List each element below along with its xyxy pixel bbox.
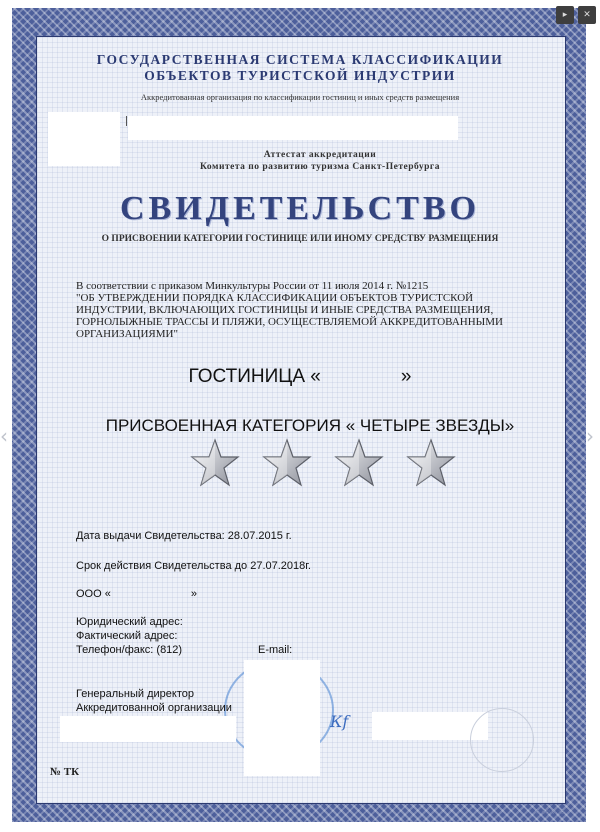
- document-number: № ТК: [50, 766, 80, 778]
- validity-period: Срок действия Свидетельства до 27.07.2018г.: [76, 560, 311, 572]
- close-button[interactable]: [578, 6, 596, 24]
- play-button[interactable]: [556, 6, 574, 24]
- prev-arrow-icon[interactable]: ‹: [0, 424, 8, 448]
- play-icon: ▸: [562, 10, 568, 20]
- star-icon: [190, 438, 240, 488]
- assigned-category: ПРИСВОЕННАЯ КАТЕГОРИЯ « ЧЕТЫРЕ ЗВЕЗДЫ»: [105, 416, 515, 435]
- star-icon: [334, 438, 384, 488]
- header-line-2: ОБЪЕКТОВ ТУРИСТСКОЙ ИНДУСТРИИ: [144, 68, 456, 83]
- order-reference: [76, 280, 526, 340]
- attestat-label: Аттестат аккредитации: [263, 150, 377, 160]
- redacted-logo: [48, 112, 120, 166]
- text-fragment-mark: [126, 116, 127, 126]
- certificate-title: СВИДЕТЕЛЬСТВО: [120, 190, 480, 227]
- legal-address-label: Юридический адрес:: [76, 616, 183, 628]
- org-prefix: ООО «: [76, 588, 111, 600]
- redacted-stamp: [244, 660, 320, 776]
- star-icon: [406, 438, 456, 488]
- actual-address-label: Фактический адрес:: [76, 630, 178, 642]
- director-title: Генеральный директор: [76, 688, 194, 700]
- star-icon: [262, 438, 312, 488]
- order-text: "ОБ УТВЕРЖДЕНИИ ПОРЯДКА КЛАССИФИКАЦИИ ОБЪЕКТОВ ТУРИСТСКОЙ ИНДУСТРИИ, ВКЛЮЧАЮЩИХ ГОСТИНИЦЫ И ИНЫЕ СРЕДСТВА РАЗМЕЩЕНИЯ, ГОРНОЛЫЖНЫЕ ТРАССЫ И ПЛЯЖИ, ОСУЩЕСТВЛЯЕМОЙ АККРЕДИТОВАННЫМИ ОРГАНИЗАЦИЯМИ": [76, 292, 503, 340]
- hotel-prefix: ГОСТИНИЦА «: [188, 366, 321, 387]
- redacted-org-name: [128, 116, 458, 140]
- print-code: © ФЕЧИ 12: [535, 810, 565, 816]
- hotel-name: [0, 366, 600, 388]
- redacted-director-name: [60, 716, 236, 742]
- email-label: E-mail:: [258, 644, 293, 656]
- phone-label: Телефон/факс: (812): [76, 644, 183, 656]
- certificate-subtitle: О ПРИСВОЕНИИ КАТЕГОРИИ ГОСТИНИЦЕ ИЛИ ИНОМУ СРЕДСТВУ РАЗМЕЩЕНИЯ: [101, 234, 499, 244]
- accreditation-line: Аккредитованная организация по классификации гостиниц и иных средств размещения: [140, 92, 460, 102]
- hotel-suffix: »: [400, 366, 412, 387]
- committee-label: Комитета по развитию туризма Санкт-Петербурга: [200, 162, 440, 172]
- header-line-1: ГОСУДАРСТВЕННАЯ СИСТЕМА КЛАССИФИКАЦИИ: [96, 52, 504, 67]
- close-icon: ✕: [583, 10, 591, 20]
- issue-date: Дата выдачи Свидетельства: 28.07.2015 г.: [76, 530, 292, 542]
- organization-name: [76, 588, 197, 600]
- org-suffix: »: [190, 588, 197, 600]
- signature: Кf: [330, 712, 349, 731]
- next-arrow-icon[interactable]: ›: [586, 424, 594, 448]
- star-rating: [190, 438, 470, 488]
- watermark-emblem: [470, 708, 534, 772]
- order-intro: В соответствии с приказом Минкультуры России от 11 июля 2014 г. №1215: [76, 280, 429, 292]
- director-organization: Аккредитованной организации: [76, 702, 232, 714]
